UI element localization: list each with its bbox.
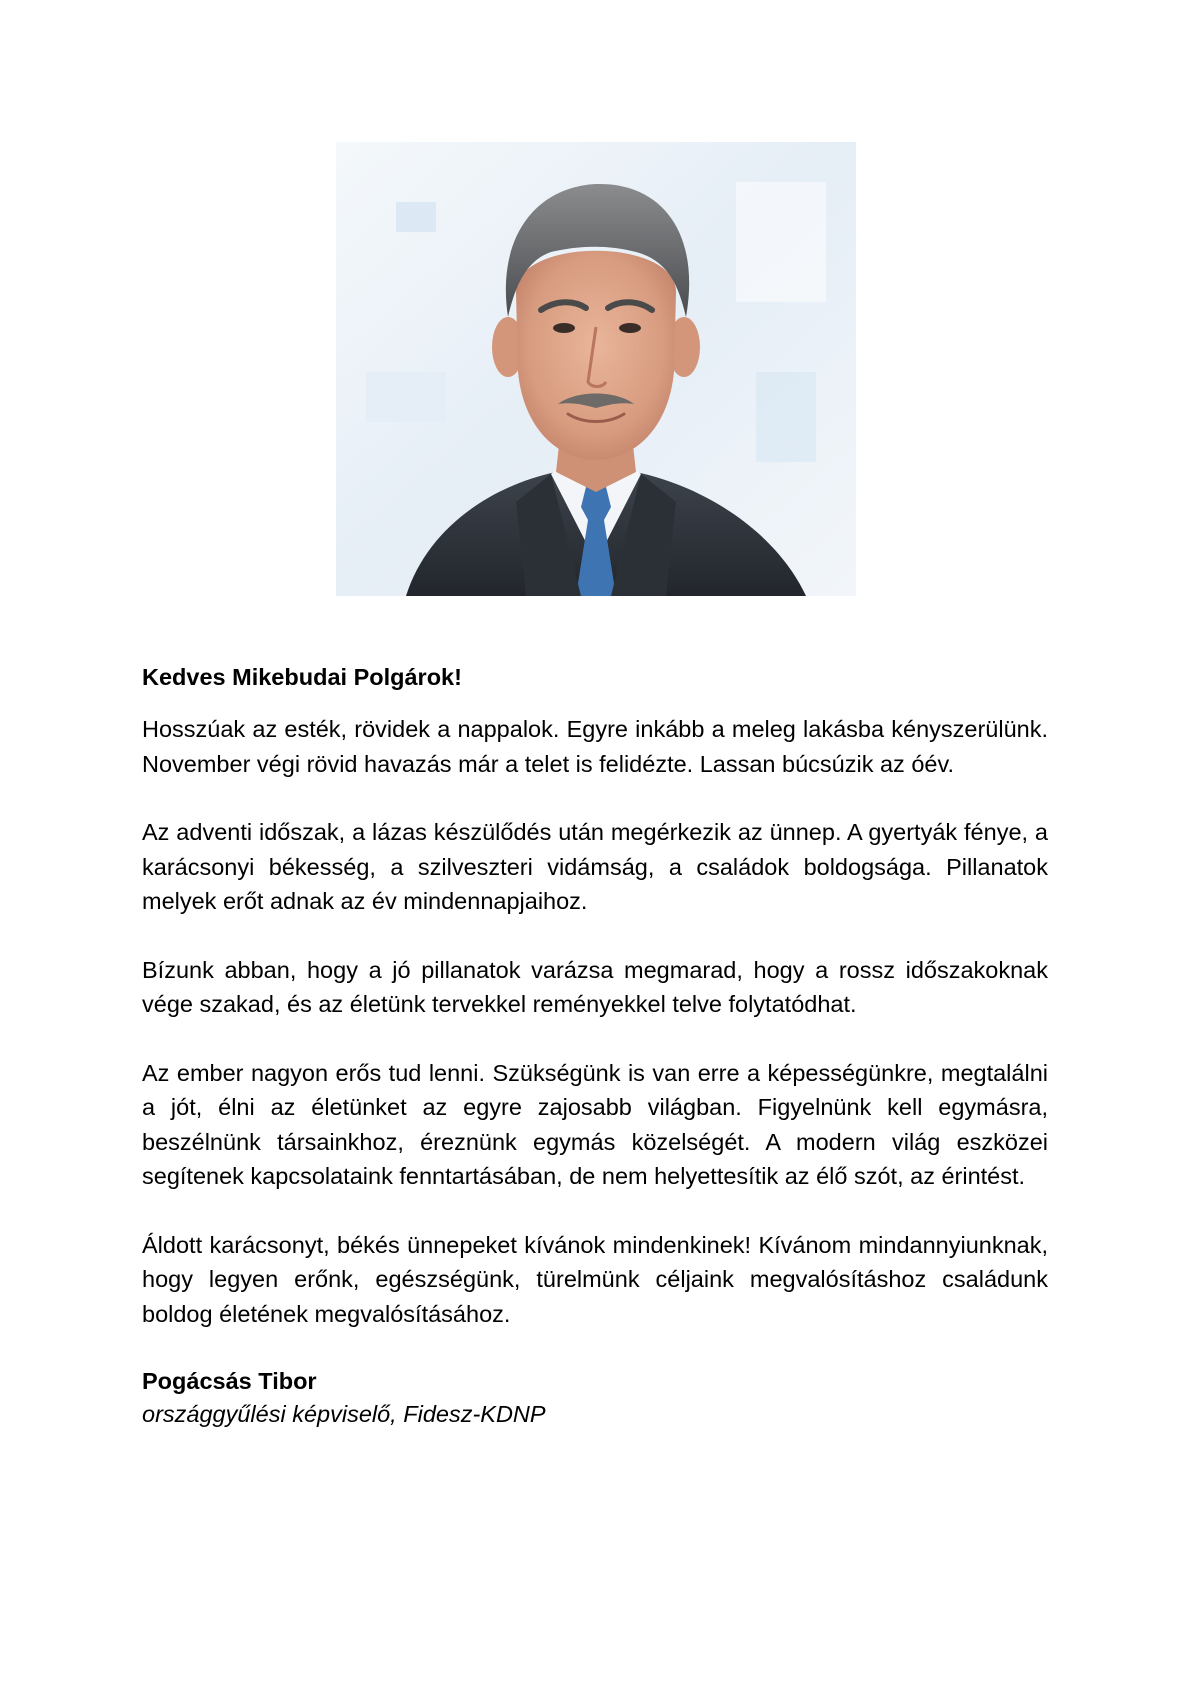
letter-paragraph: Az adventi időszak, a lázas készülődés után megérkezik az ünnep. A gyertyák fénye, a karácsonyi békesség, a szilveszteri vidámság, a családok boldogsága. Pillanatok melyek erőt adnak az év mindennapjaihoz. xyxy=(142,819,1048,914)
letter-paragraph: Az ember nagyon erős tud lenni. Szükségünk is van erre a képességünkre, megtalálni a jót, élni az életünket az egyre zajosabb világban. Figyelnünk kell egymásra, beszélnünk társainkhoz, éreznünk egymás közelségét. A modern világ eszközei segítenek kapcsolataink fenntartásában, de nem helyettesítik az élő szót, az érintést. xyxy=(142,1059,1048,1189)
letter-paragraph: Áldott karácsonyt, békés ünnepeket kívánok mindenkinek! Kívánom mindannyiunknak, hogy legyen erőnk, egészségünk, türelmünk céljaink megvalósításhoz családunk boldog életének megvalósításához. xyxy=(142,1231,1048,1327)
letter-greeting: Kedves Mikebudai Polgárok! xyxy=(142,664,462,690)
portrait-photo xyxy=(336,142,856,596)
signature-title: országgyűlési képviselő, Fidesz-KDNP xyxy=(142,1401,546,1427)
portrait-illustration xyxy=(336,142,856,596)
letter-body xyxy=(142,660,1048,1431)
letter-paragraph: Hosszúak az esték, rövidek a nappalok. Egyre inkább a meleg lakásba kényszerülünk. November végi rövid havazás már a telet is felidézte. Lassan búcsúzik az óév. xyxy=(142,716,1048,777)
letter-paragraph: Bízunk abban, hogy a jó pillanatok varázsa megmarad, hogy a rossz időszakoknak vége szakad, és az életünk tervekkel reményekkel telve folytatódhat. xyxy=(142,956,1048,1017)
signature-name: Pogácsás Tibor xyxy=(142,1368,317,1394)
